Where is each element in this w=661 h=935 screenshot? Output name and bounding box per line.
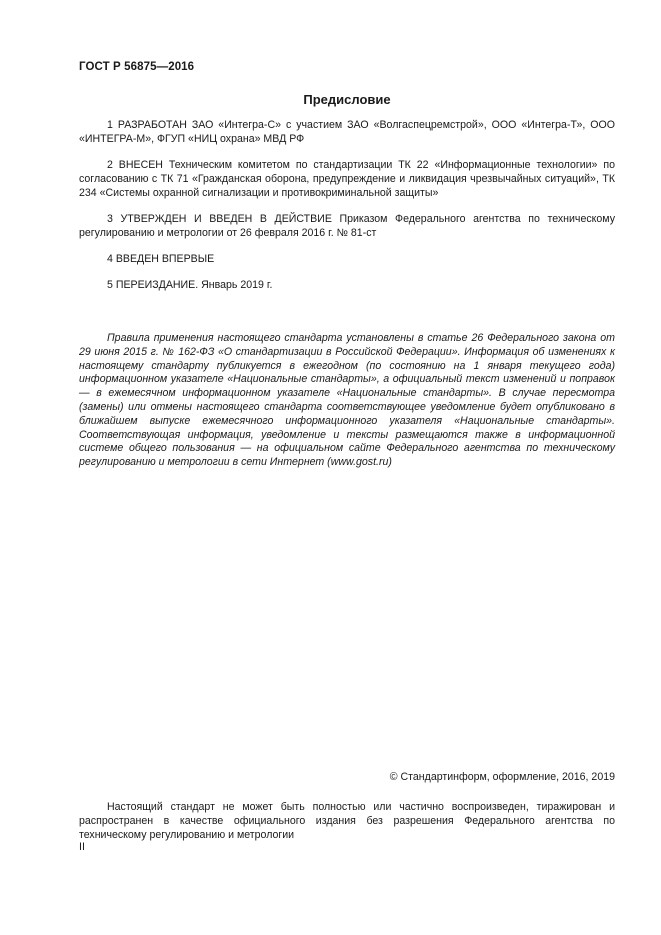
usage-notice: Правила применения настоящего стандарта установлены в статье 26 Федерального закона от 29 июня 2015 г. № 162-ФЗ «О стандартизации в Российской Федерации». Информация об изменениях к настоящему стандарту публикуется в ежегодном (по состоянию на 1 января текущего года) информационном указателе «Национальные стандарты», а официальный текст изменений и поправок — в ежемесячном информационном указателе «Национальные стандарты». В случае пересмотра (замены) или отмены настоящего стандарта соответствующее уведомление будет опубликовано в ближайшем выпуске ежемесячного информационного указателя «Национальные стандарты». Соответствующая информация, уведомление и тексты размещаются также в информационной системе общего пользования — на официальном сайте Федерального агентства по техническому регулированию и метрологии в сети Интернет (www.gost.ru) — [79, 332, 615, 469]
preface-item-2: 2 ВНЕСЕН Техническим комитетом по стандартизации ТК 22 «Информационные технологии» по согласованию с ТК 71 «Гражданская оборона, предупреждение и ликвидация чрезвычайных ситуаций», ТК 234 «Системы охранной сигнализации и противокриминальной защиты» — [79, 159, 615, 199]
preface-item-1: 1 РАЗРАБОТАН ЗАО «Интегра-С» с участием ЗАО «Волгаспецремстрой», ООО «Интегра-Т», ООО «ИНТЕГРА-М», ФГУП «НИЦ охрана» МВД РФ — [79, 119, 615, 145]
page-number: II — [79, 841, 85, 853]
preface-item-4: 4 ВВЕДЕН ВПЕРВЫЕ — [107, 253, 215, 265]
copyright-line: © Стандартинформ, оформление, 2016, 2019 — [389, 771, 615, 783]
reproduction-notice: Настоящий стандарт не может быть полностью или частично воспроизведен, тиражирован и распространен в качестве официального издания без разрешения Федерального агентства по техническому регулированию и метрологии — [79, 801, 615, 841]
preface-title: Предисловие — [303, 92, 391, 107]
preface-item-3: 3 УТВЕРЖДЕН И ВВЕДЕН В ДЕЙСТВИЕ Приказом Федерального агентства по техническому регулированию и метрологии от 26 февраля 2016 г. № 81-ст — [79, 213, 615, 239]
standard-id: ГОСТ Р 56875—2016 — [79, 61, 195, 73]
preface-item-5: 5 ПЕРЕИЗДАНИЕ. Январь 2019 г. — [107, 279, 273, 291]
